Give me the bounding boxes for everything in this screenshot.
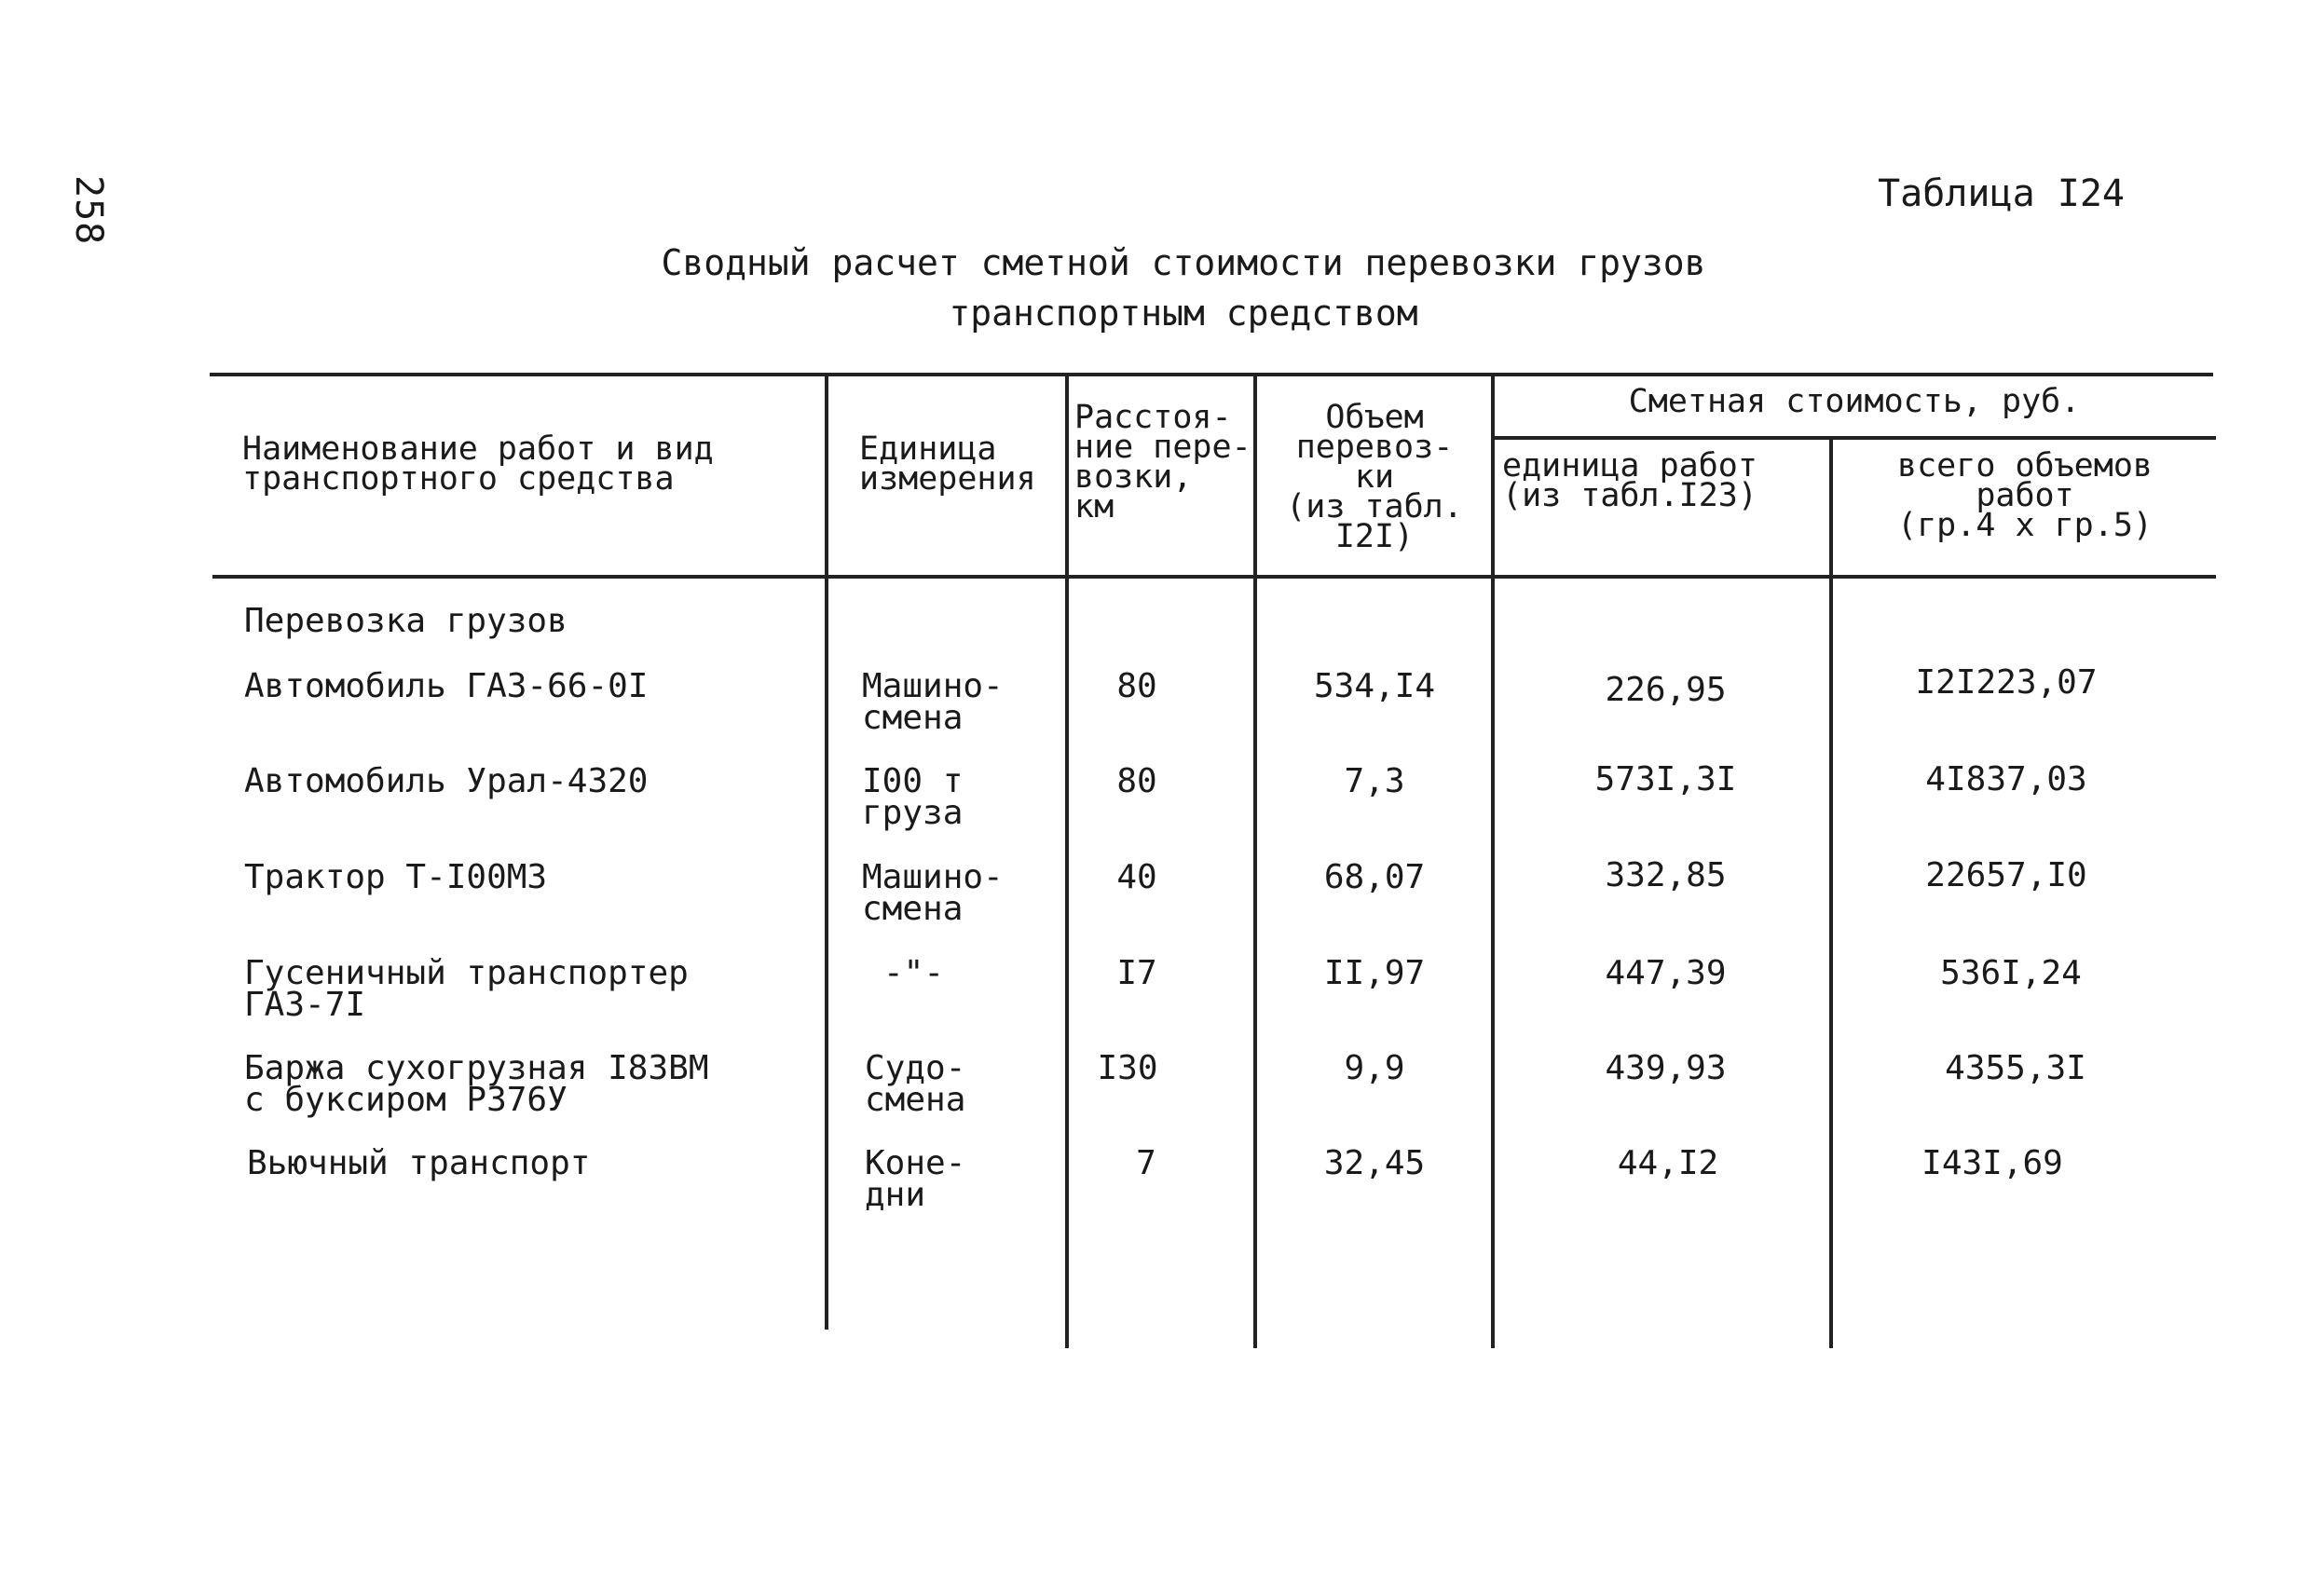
row-5-total: 4355,3I bbox=[1945, 1049, 2086, 1087]
header-total-cost: всего объемов работ (гр.4 x гр.5) bbox=[1897, 447, 2153, 544]
section-label: Перевозка грузов bbox=[244, 602, 567, 640]
page-number: 258 bbox=[67, 175, 110, 246]
row-6-unit: Коне- дни bbox=[865, 1144, 966, 1214]
row-4-distance: I7 bbox=[1116, 954, 1157, 992]
row-5-volume: 9,9 bbox=[1344, 1049, 1405, 1087]
row-6-distance: 7 bbox=[1136, 1144, 1156, 1182]
row-3-unit: Машино- смена bbox=[862, 858, 1004, 928]
row-4-unit-cost: 447,39 bbox=[1605, 954, 1727, 992]
row-3-unit-cost: 332,85 bbox=[1605, 856, 1727, 894]
row-1-volume: 534,I4 bbox=[1313, 667, 1436, 705]
table-number: Таблица I24 bbox=[1878, 172, 2125, 215]
header-cost-group: Сметная стоимость, руб. bbox=[1628, 383, 2081, 420]
header-name: Наименование работ и вид транспортного средства bbox=[242, 430, 714, 498]
row-3-total: 22657,I0 bbox=[1925, 856, 2087, 894]
row-2-unit: I00 т груза bbox=[862, 762, 964, 832]
row-5-unit-cost: 439,93 bbox=[1605, 1049, 1727, 1087]
row-2-volume: 7,3 bbox=[1344, 762, 1405, 800]
header-unit: Единица измерения bbox=[859, 430, 1036, 498]
column-divider-4 bbox=[1491, 375, 1495, 1348]
header-unit-cost: единица работ (из табл.I23) bbox=[1502, 447, 1757, 514]
row-2-distance: 80 bbox=[1116, 762, 1157, 800]
column-divider-3 bbox=[1253, 375, 1257, 1348]
row-1-unit-cost: 226,95 bbox=[1605, 671, 1727, 709]
table-title-line-1: Сводный расчет сметной стоимости перевозки грузов bbox=[661, 242, 1706, 283]
row-2-name: Автомобиль Урал-4320 bbox=[244, 762, 649, 800]
row-1-unit: Машино- смена bbox=[862, 667, 1004, 737]
row-3-distance: 40 bbox=[1116, 858, 1157, 896]
row-4-volume: II,97 bbox=[1323, 954, 1426, 992]
table-title bbox=[0, 238, 2311, 338]
column-divider-2 bbox=[1065, 375, 1069, 1348]
row-5-unit: Судо- смена bbox=[865, 1049, 966, 1119]
row-2-total: 4I837,03 bbox=[1925, 760, 2087, 798]
cost-group-rule bbox=[1491, 436, 2216, 440]
column-divider-5 bbox=[1829, 438, 1833, 1348]
row-5-name: Баржа сухогрузная I83ВМ с буксиром Р376У bbox=[244, 1049, 709, 1119]
table-title-line-2: транспортным средством bbox=[949, 293, 1418, 334]
row-6-volume: 32,45 bbox=[1323, 1144, 1426, 1182]
row-4-name: Гусеничный транспортер ГАЗ-7I bbox=[244, 954, 689, 1024]
table-top-rule bbox=[210, 373, 2213, 376]
row-1-total: I2I223,07 bbox=[1915, 663, 2098, 702]
row-4-unit: -"- bbox=[883, 954, 945, 992]
row-5-distance: I30 bbox=[1097, 1049, 1158, 1087]
header-volume: Объем перевоз- ки (из табл. I2I) bbox=[1286, 399, 1463, 555]
row-2-unit-cost: 573I,3I bbox=[1594, 760, 1737, 798]
row-1-distance: 80 bbox=[1116, 667, 1157, 705]
row-6-unit-cost: 44,I2 bbox=[1617, 1144, 1719, 1182]
row-6-name: Вьючный транспорт bbox=[247, 1144, 591, 1182]
header-bottom-rule bbox=[212, 575, 2216, 579]
header-distance: Расстоя- ние пере- возки, км bbox=[1074, 399, 1251, 525]
row-6-total: I43I,69 bbox=[1921, 1144, 2063, 1182]
row-1-name: Автомобиль ГАЗ-66-0I bbox=[244, 667, 649, 705]
row-4-total: 536I,24 bbox=[1940, 954, 2082, 992]
row-3-volume: 68,07 bbox=[1323, 858, 1426, 896]
row-3-name: Трактор Т-I00МЗ bbox=[244, 858, 548, 896]
column-divider-1 bbox=[825, 375, 828, 1330]
